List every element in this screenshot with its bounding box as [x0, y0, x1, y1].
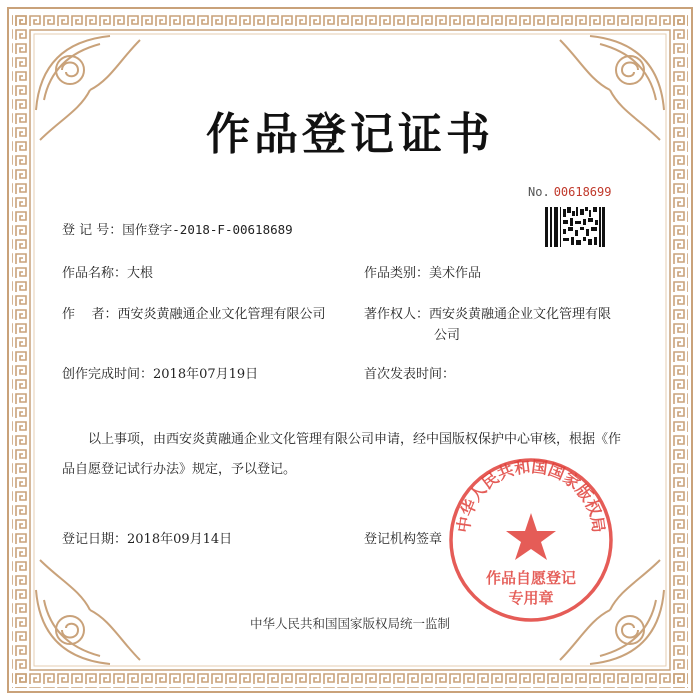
official-seal	[446, 455, 616, 625]
work-name	[62, 262, 153, 281]
completion-date	[62, 363, 258, 382]
first-publish-label: 首次发表时间：	[364, 367, 456, 382]
certificate-statement: 以上事项，由西安炎黄融通企业文化管理有限公司申请，经中国版权保护中心审核，根据《作品自愿登记试行办法》规定，予以登记。	[62, 432, 622, 477]
certificate-title: 作品登记证书	[206, 109, 494, 160]
serial-value: 00618699	[553, 185, 612, 199]
registration-number-label: 登 记 号：	[62, 223, 123, 238]
serial-prefix: No.	[528, 185, 550, 199]
author-label: 作 者：	[62, 307, 118, 322]
work-type-value: 美术作品	[429, 266, 482, 281]
work-name-label: 作品名称：	[62, 266, 128, 281]
authority-signature: 登记机构签章	[364, 532, 443, 547]
author-value: 西安炎黄融通企业文化管理有限公司	[117, 307, 326, 322]
registration-date-label: 登记日期：	[62, 532, 128, 547]
copyright-owner	[364, 303, 611, 322]
work-type-label: 作品类别：	[364, 266, 430, 281]
copyright-owner-label: 著作权人：	[364, 307, 430, 322]
registration-number	[62, 219, 293, 238]
completion-date-label: 创作完成时间：	[62, 367, 154, 382]
author	[62, 303, 326, 322]
copyright-owner-value-line1: 西安炎黄融通企业文化管理有限	[429, 307, 612, 322]
registration-date-value: 2018年09月14日	[127, 532, 233, 547]
registration-number-value: 国作登字-2018-F-00618689	[122, 222, 293, 237]
completion-date-value: 2018年07月19日	[153, 367, 259, 382]
star-icon	[506, 513, 556, 560]
corner-ornament-bottom-left	[36, 560, 140, 664]
seal-inner-line1: 作品自愿登记	[485, 569, 577, 587]
first-publish-date	[364, 363, 455, 382]
work-name-value: 大根	[127, 266, 154, 281]
seal-outer-text: 中华人民共和国国家版权局	[453, 456, 609, 534]
seal-inner-line2: 专用章	[508, 589, 554, 607]
work-type	[364, 262, 481, 281]
copyright-owner-line2: 公司	[434, 328, 461, 343]
registration-date	[62, 528, 232, 547]
serial-number	[528, 185, 611, 199]
qr-code-icon	[545, 207, 605, 247]
footer-issuer: 中华人民共和国国家版权局统一监制	[249, 616, 450, 631]
